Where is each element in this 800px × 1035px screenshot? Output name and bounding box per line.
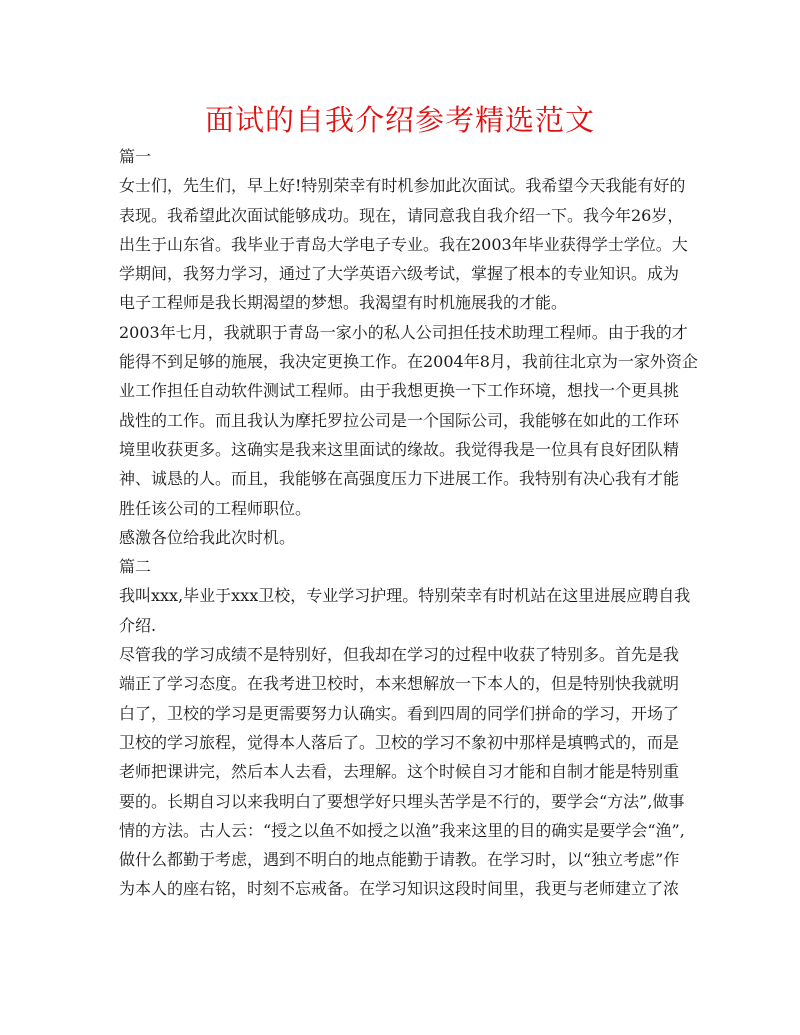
text-line: 端正了学习态度。在我考进卫校时，本来想解放一下本人的，但是特别快我就明	[119, 674, 680, 694]
text-line: 要的。长期自习以来我明白了要想学好只埋头苦学是不行的，要学会“方法”,做事	[119, 791, 685, 811]
text-line: 老师把课讲完，然后本人去看，去理解。这个时候自习才能和自制才能是特别重	[119, 762, 680, 782]
text-line: 2003年七月，我就职于青岛一家小的私人公司担任技术助理工程师。由于我的才	[119, 322, 688, 342]
document-title: 面试的自我介绍参考精选范文	[204, 103, 595, 137]
text-line: 境里收获更多。这确实是我来这里面试的缘故。我觉得我是一位具有良好团队精	[119, 439, 680, 459]
text-line: 卫校的学习旅程，觉得本人落后了。卫校的学习不象初中那样是填鸭式的，而是	[119, 732, 680, 752]
text-line: 胜任该公司的工程师职位。	[119, 498, 312, 518]
text-line: 情的方法。古人云：“授之以鱼不如授之以渔”我来这里的目的确实是要学会“渔”,	[119, 820, 685, 840]
text-line: 为本人的座右铭，时刻不忘戒备。在学习知识这段时间里，我更与老师建立了浓	[119, 879, 680, 899]
section-heading: 篇二	[119, 557, 152, 577]
text-line: 能得不到足够的施展，我决定更换工作。在2004年8月，我前往北京为一家外资企	[119, 352, 698, 372]
text-line: 尽管我的学习成绩不是特别好，但我却在学习的过程中收获了特别多。首先是我	[119, 645, 680, 665]
text-line: 介绍.	[119, 615, 157, 635]
text-line: 白了，卫校的学习是更需要努力认确实。看到四周的同学们拼命的学习，开场了	[119, 703, 680, 723]
text-line: 出生于山东省。我毕业于青岛大学电子专业。我在2003年毕业获得学士学位。大	[119, 234, 688, 254]
text-line: 电子工程师是我长期渴望的梦想。我渴望有时机施展我的才能。	[119, 293, 568, 313]
text-line: 神、诚恳的人。而且，我能够在高强度压力下进展工作。我特别有决心我有才能	[119, 469, 680, 489]
text-line: 做什么都勤于考虑，遇到不明白的地点能勤于请教。在学习时，以“独立考虑”作	[119, 850, 680, 870]
text-line: 感激各位给我此次时机。	[119, 527, 296, 547]
text-line: 业工作担任自动软件测试工程师。由于我想更换一下工作环境，想找一个更具挑	[119, 381, 680, 401]
text-line: 我叫xxx,毕业于xxx卫校，专业学习护理。特别荣幸有时机站在这里进展应聘自我	[119, 586, 691, 606]
text-line: 战性的工作。而且我认为摩托罗拉公司是一个国际公司，我能够在如此的工作环	[119, 410, 680, 430]
text-line: 学期间，我努力学习，通过了大学英语六级考试，掌握了根本的专业知识。成为	[119, 264, 680, 284]
section-heading: 篇一	[119, 147, 152, 166]
text-line: 表现。我希望此次面试能够成功。现在，请同意我自我介绍一下。我今年26岁，	[119, 205, 684, 225]
document-body	[119, 142, 698, 904]
text-line: 女士们，先生们，早上好!特别荣幸有时机参加此次面试。我希望今天我能有好的	[119, 176, 686, 196]
